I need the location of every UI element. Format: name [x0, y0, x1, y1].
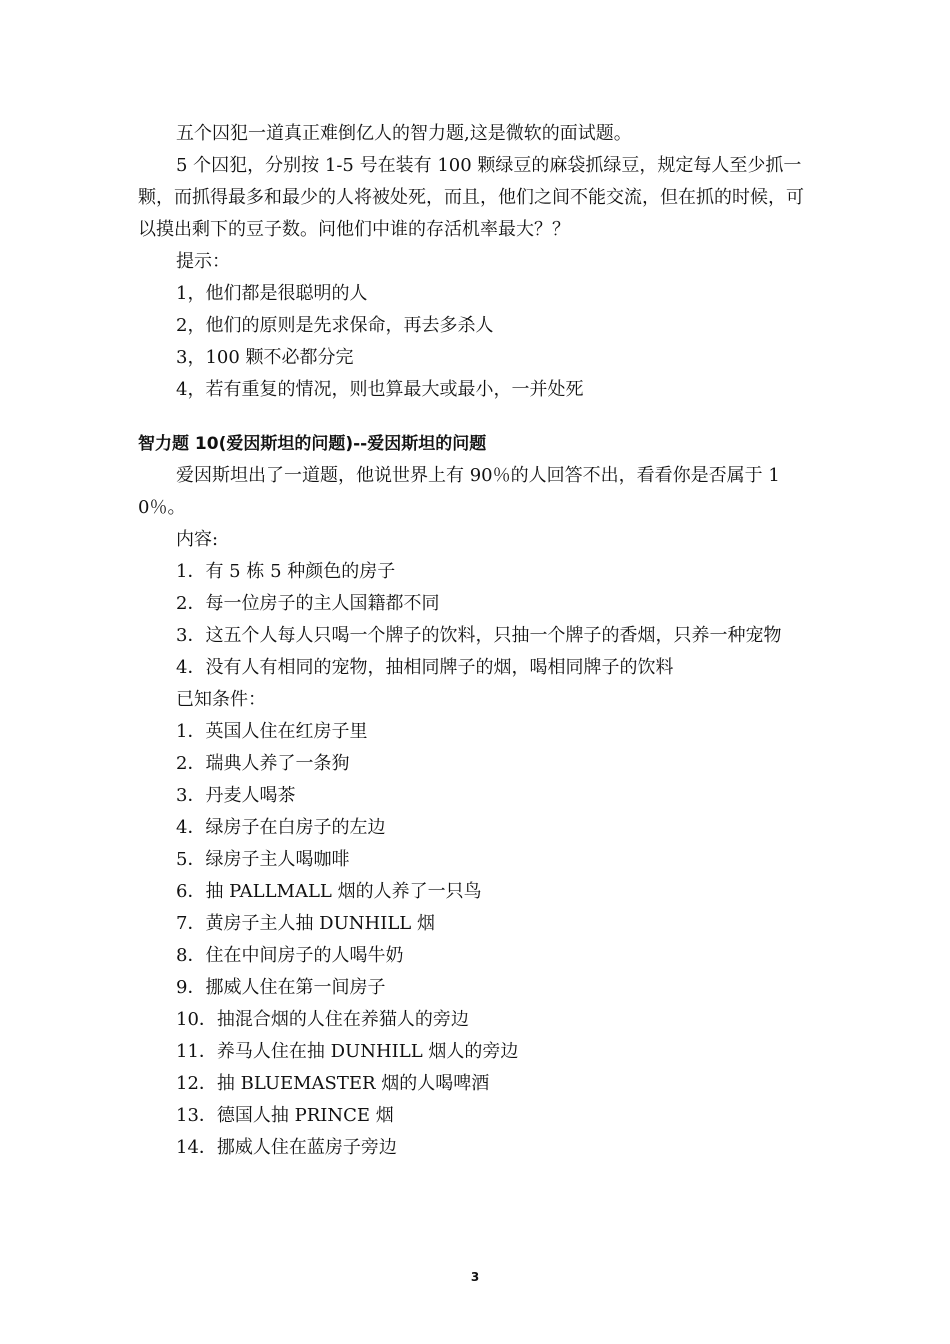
einstein-intro-paragraph: 爱因斯坦出了一道题，他说世界上有 90％的人回答不出，看看你是否属于 10％。 — [138, 465, 780, 518]
content-label: 内容: — [176, 529, 219, 550]
page-number: 3 — [470, 1270, 480, 1284]
hint-item: 4，若有重复的情况，则也算最大或最小，一并处死 — [176, 379, 584, 400]
condition-item: 7．黄房子主人抽 DUNHILL 烟 — [176, 913, 435, 934]
condition-item: 13．德国人抽 PRINCE 烟 — [176, 1105, 394, 1126]
hint-item: 3，100 颗不必都分完 — [176, 347, 354, 368]
condition-item: 10．抽混合烟的人住在养猫人的旁边 — [176, 1009, 469, 1030]
condition-item: 2．瑞典人养了一条狗 — [176, 753, 350, 774]
conditions-label: 已知条件： — [176, 689, 266, 710]
condition-item: 9．挪威人住在第一间房子 — [176, 977, 386, 998]
condition-item: 6．抽 PALLMALL 烟的人养了一只鸟 — [176, 881, 482, 902]
hint-item: 1，他们都是很聪明的人 — [176, 283, 368, 304]
content-item: 3．这五个人每人只喝一个牌子的饮料，只抽一个牌子的香烟，只养一种宠物 — [176, 625, 782, 646]
content-item: 4．没有人有相同的宠物，抽相同牌子的烟，喝相同牌子的饮料 — [176, 657, 674, 678]
section-heading: 智力题 10(爱因斯坦的问题)--爱因斯坦的问题 — [138, 434, 487, 454]
condition-item: 14．挪威人住在蓝房子旁边 — [176, 1137, 397, 1158]
condition-item: 8．住在中间房子的人喝牛奶 — [176, 945, 404, 966]
document-body — [138, 118, 818, 1164]
section-gap — [138, 406, 818, 428]
hint-label: 提示： — [176, 251, 230, 272]
condition-item: 3．丹麦人喝茶 — [176, 785, 296, 806]
problem-paragraph: 5 个囚犯，分别按 1-5 号在装有 100 颗绿豆的麻袋抓绿豆，规定每人至少抓一颗，而抓得最多和最少的人将被处死，而且，他们之间不能交流，但在抓的时候，可以摸出剩下的豆子数。问他们中谁的存活机率最大？？ — [138, 155, 804, 240]
condition-item: 11．养马人住在抽 DUNHILL 烟人的旁边 — [176, 1041, 519, 1062]
content-item: 2．每一位房子的主人国籍都不同 — [176, 593, 440, 614]
condition-item: 1．英国人住在红房子里 — [176, 721, 368, 742]
condition-item: 5．绿房子主人喝咖啡 — [176, 849, 350, 870]
condition-item: 12．抽 BLUEMASTER 烟的人喝啤酒 — [176, 1073, 490, 1094]
hint-item: 2，他们的原则是先求保命，再去多杀人 — [176, 315, 494, 336]
condition-item: 4．绿房子在白房子的左边 — [176, 817, 386, 838]
content-item: 1．有 5 栋 5 种颜色的房子 — [176, 561, 396, 582]
intro-paragraph: 五个囚犯一道真正难倒亿人的智力题,这是微软的面试题。 — [176, 123, 632, 144]
